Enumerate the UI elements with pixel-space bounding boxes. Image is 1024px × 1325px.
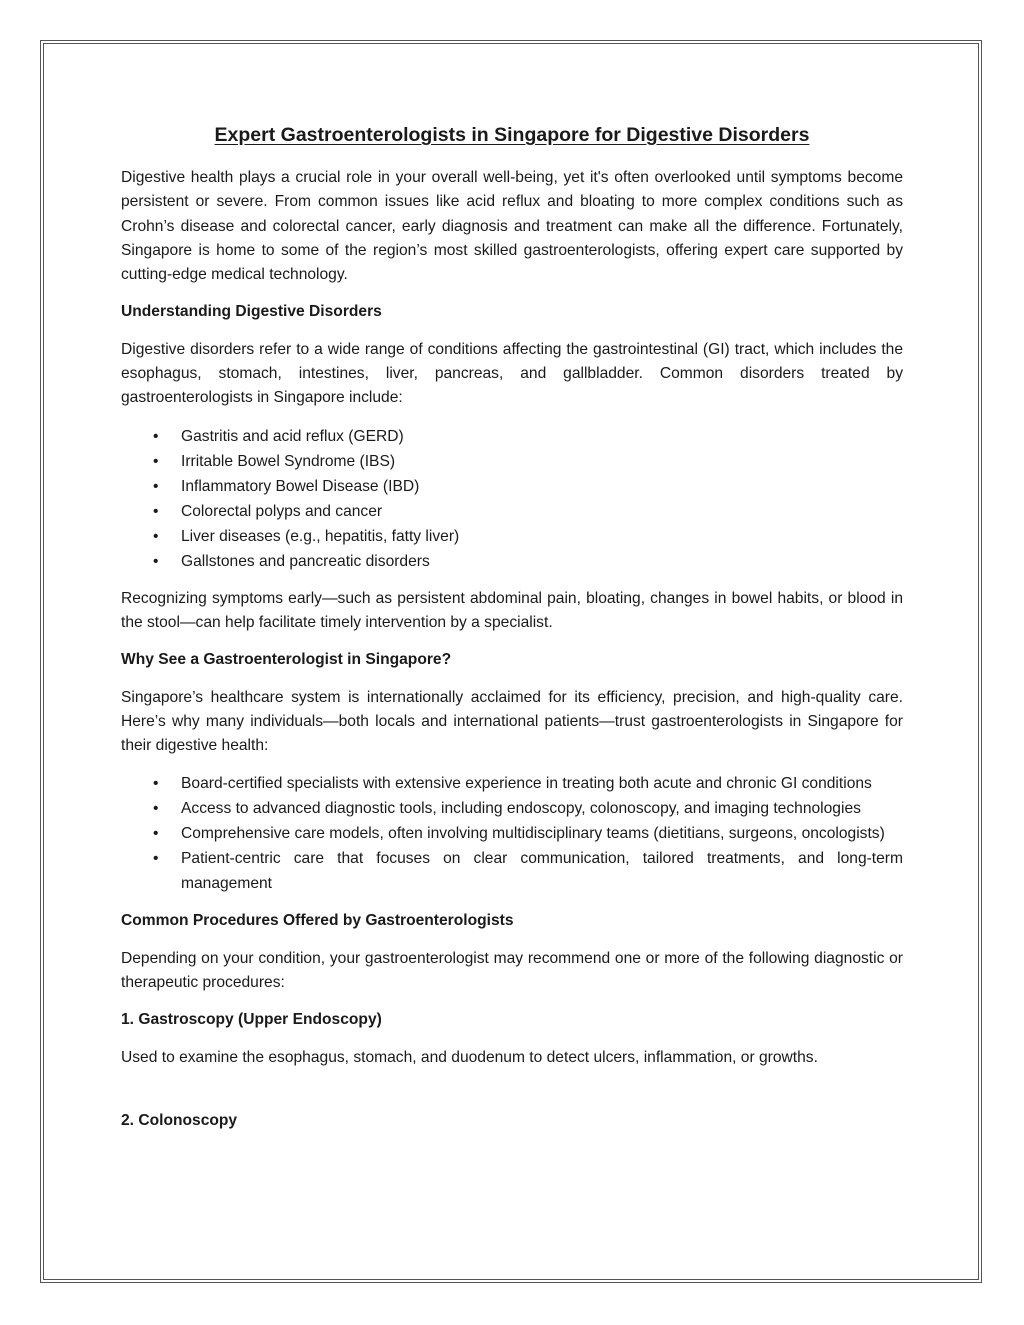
bullet-icon: • (153, 477, 159, 495)
list-item (153, 771, 903, 796)
document-title: Expert Gastroenterologists in Singapore for Digestive Disorders (214, 124, 810, 146)
bullet-icon: • (153, 502, 159, 520)
list-item-text: Access to advanced diagnostic tools, including endoscopy, colonoscopy, and imaging technologies (181, 800, 861, 818)
list-item (153, 549, 903, 574)
section-closing-understanding: Recognizing symptoms early—such as persistent abdominal pain, bloating, changes in bowel habits, or blood in the stool—can help facilitate timely intervention by a specialist. (121, 589, 903, 631)
bullet-icon: • (153, 850, 159, 868)
list-item (153, 474, 903, 499)
list-item-text: Gallstones and pancreatic disorders (181, 552, 430, 570)
list-item (153, 524, 903, 549)
disorders-list (121, 424, 903, 574)
bullet-icon: • (153, 427, 159, 445)
section-heading-procedures: Common Procedures Offered by Gastroenterologists (121, 912, 514, 930)
bullet-icon: • (153, 775, 159, 793)
bullet-icon: • (153, 552, 159, 570)
procedure-heading-colonoscopy: 2. Colonoscopy (121, 1111, 238, 1129)
reasons-list (121, 771, 903, 896)
list-item (153, 796, 903, 821)
bullet-icon: • (153, 452, 159, 470)
section-paragraph-why-singapore: Singapore’s healthcare system is internationally acclaimed for its efficiency, precision, and high-quality care. Here’s why many individuals—both locals and international patients—trust gastroenterologists in Singapore for their digestive health: (121, 688, 903, 755)
intro-paragraph: Digestive health plays a crucial role in your overall well-being, yet it's often overlooked until symptoms become persistent or severe. From common issues like acid reflux and bloating to more complex conditions such as Crohn’s disease and colorectal cancer, early diagnosis and treatment can make all the difference. Fortunately, Singapore is home to some of the region’s most skilled gastroenterologists, offering expert care supported by cutting-edge medical technology. (121, 169, 903, 284)
section-paragraph-understanding: Digestive disorders refer to a wide range of conditions affecting the gastrointestinal (GI) tract, which includes the esophagus, stomach, intestines, liver, pancreas, and gallbladder. Common disorders treated by gastroenterologists in Singapore include: (121, 340, 903, 407)
list-item-text: Irritable Bowel Syndrome (IBS) (181, 452, 396, 470)
list-item (153, 424, 903, 449)
list-item-text: Comprehensive care models, often involving multidisciplinary teams (dietitians, surgeons, oncologists) (181, 825, 885, 843)
list-item (153, 449, 903, 474)
procedure-text-gastroscopy: Used to examine the esophagus, stomach, and duodenum to detect ulcers, inflammation, or growths. (121, 1048, 818, 1066)
list-item-text: Colorectal polyps and cancer (181, 502, 383, 520)
procedure-heading-gastroscopy: 1. Gastroscopy (Upper Endoscopy) (121, 1011, 382, 1029)
list-item-text: Board-certified specialists with extensive experience in treating both acute and chronic GI conditions (181, 775, 872, 793)
list-item (153, 821, 903, 846)
bullet-icon: • (153, 527, 159, 545)
section-heading-why-singapore: Why See a Gastroenterologist in Singapore? (121, 651, 452, 669)
section-paragraph-procedures: Depending on your condition, your gastroenterologist may recommend one or more of the following diagnostic or therapeutic procedures: (121, 949, 903, 992)
list-item-text: Inflammatory Bowel Disease (IBD) (181, 477, 420, 495)
bullet-icon: • (153, 825, 159, 843)
list-item (153, 846, 903, 896)
blank-line (121, 1083, 903, 1109)
bullet-icon: • (153, 800, 159, 818)
section-heading-understanding: Understanding Digestive Disorders (121, 303, 382, 321)
list-item-text: Gastritis and acid reflux (GERD) (181, 427, 404, 445)
list-item-text: Liver diseases (e.g., hepatitis, fatty liver) (181, 527, 460, 545)
list-item-text: Patient-centric care that focuses on clear communication, tailored treatments, and long-term management (181, 850, 903, 893)
document-body (121, 122, 903, 1146)
list-item (153, 499, 903, 524)
